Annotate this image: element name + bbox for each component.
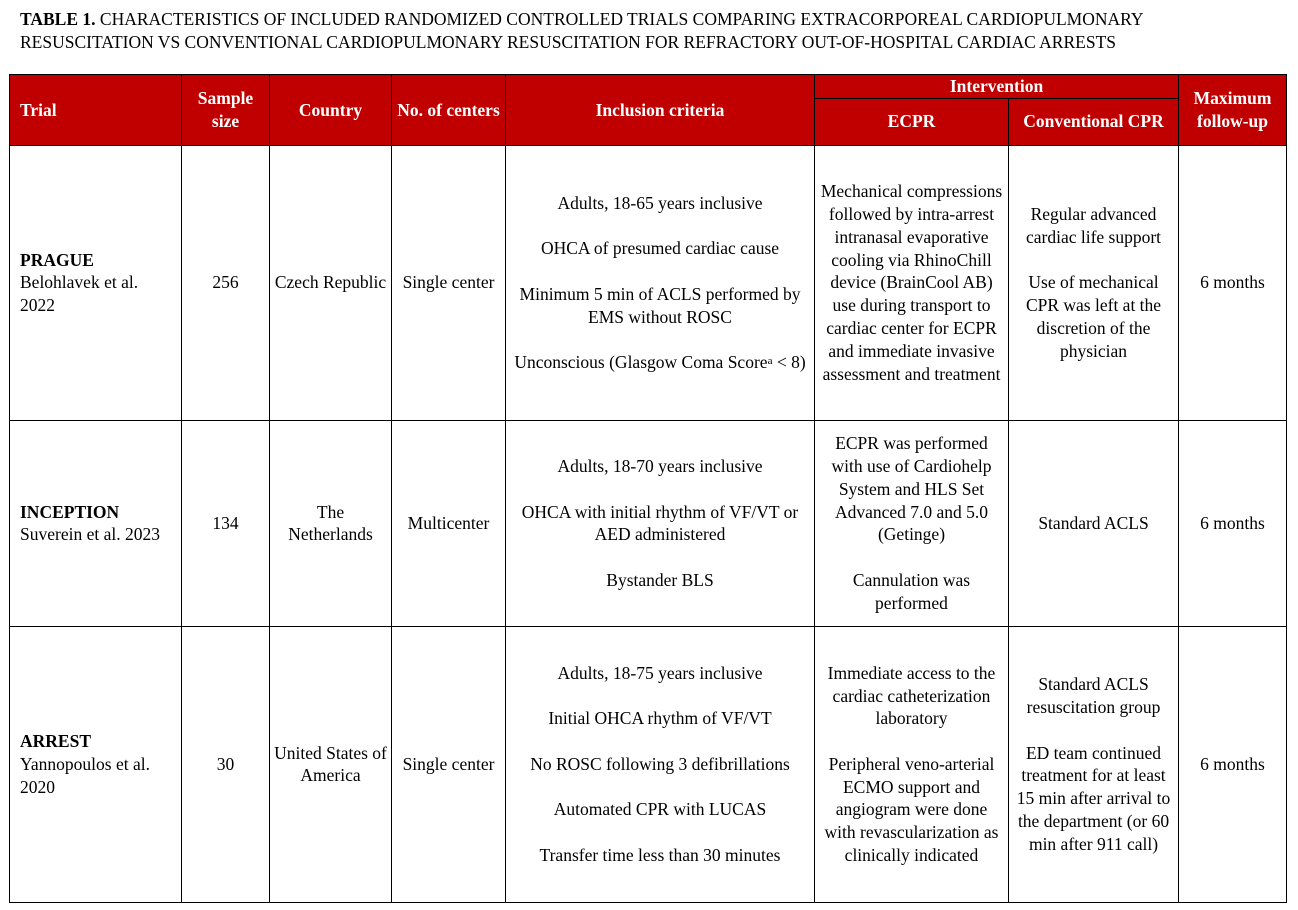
trial-author: Belohlavek et al. 2022 bbox=[20, 272, 139, 316]
conventional-text: ED team continued treatment for at least 15 min after arrival to the department (or 60 min after 911 call) bbox=[1016, 742, 1171, 854]
centers-cell: Single center bbox=[392, 626, 506, 902]
conventional-cell bbox=[1009, 626, 1179, 902]
trial-name: INCEPTION bbox=[20, 501, 120, 522]
table-title: CHARACTERISTICS OF INCLUDED RANDOMIZED CONTROLLED TRIALS COMPARING EXTRACORPOREAL CARDIOPULMONARY RESUSCITATION VS CONVENTIONAL CARDIOPULMONARY RESUSCITATION FOR REFRACTORY OUT-OF-HOSPITAL CARDIAC ARRESTS bbox=[20, 9, 1143, 52]
ecpr-text: Immediate access to the cardiac catheterization laboratory bbox=[827, 662, 996, 729]
criterion: Transfer time less than 30 minutes bbox=[539, 845, 781, 866]
country-cell: The Netherlands bbox=[270, 420, 392, 626]
criterion: OHCA of presumed cardiac cause bbox=[540, 238, 780, 259]
header-ecpr: ECPR bbox=[815, 98, 1009, 145]
conventional-text: Use of mechanical CPR was left at the discretion of the physician bbox=[1025, 272, 1162, 361]
header-followup: Maximum follow-up bbox=[1179, 75, 1287, 146]
header-trial: Trial bbox=[10, 75, 182, 146]
trial-cell bbox=[10, 626, 182, 902]
header-centers: No. of centers bbox=[392, 75, 506, 146]
trial-cell bbox=[10, 145, 182, 420]
header-conventional-cpr: Conventional CPR bbox=[1009, 98, 1179, 145]
criterion: Minimum 5 min of ACLS performed by EMS without ROSC bbox=[519, 283, 801, 327]
conventional-cell bbox=[1009, 145, 1179, 420]
criterion: Automated CPR with LUCAS bbox=[553, 799, 767, 820]
criterion: Bystander BLS bbox=[606, 569, 714, 590]
header-sample-size: Sample size bbox=[182, 75, 270, 146]
country-cell: Czech Republic bbox=[270, 145, 392, 420]
trial-author: Yannopoulos et al. 2020 bbox=[20, 753, 150, 797]
criterion-text: Unconscious (Glasgow Coma Score bbox=[514, 352, 768, 373]
criterion bbox=[510, 351, 810, 374]
trial-author: Suverein et al. 2023 bbox=[20, 524, 160, 545]
criterion-text: < 8) bbox=[772, 352, 806, 373]
criteria-cell bbox=[506, 145, 815, 420]
followup-cell: 6 months bbox=[1179, 420, 1287, 626]
sample-size-cell: 256 bbox=[182, 145, 270, 420]
centers-cell: Multicenter bbox=[392, 420, 506, 626]
ecpr-cell bbox=[815, 420, 1009, 626]
conventional-text: Standard ACLS bbox=[1038, 512, 1149, 533]
ecpr-cell bbox=[815, 626, 1009, 902]
criterion: OHCA with initial rhythm of VF/VT or AED administered bbox=[521, 501, 799, 545]
conventional-text: Regular advanced cardiac life support bbox=[1025, 204, 1162, 247]
header-intervention: Intervention bbox=[815, 75, 1179, 99]
table-row bbox=[10, 145, 1287, 420]
trials-table bbox=[9, 74, 1287, 903]
sample-size-cell: 30 bbox=[182, 626, 270, 902]
ecpr-cell bbox=[815, 145, 1009, 420]
criterion: Initial OHCA rhythm of VF/VT bbox=[548, 708, 772, 729]
trial-name: PRAGUE bbox=[20, 249, 94, 270]
criterion: Adults, 18-75 years inclusive bbox=[557, 662, 763, 683]
trial-name: ARREST bbox=[20, 731, 91, 752]
ecpr-text: Peripheral veno-arterial ECMO support and angiogram were done with revascularization as clinically indicated bbox=[824, 753, 999, 866]
criteria-cell bbox=[506, 626, 815, 902]
country-cell: United States of America bbox=[270, 626, 392, 902]
table-row bbox=[10, 626, 1287, 902]
ecpr-text: ECPR was performed with use of Cardiohelp System and HLS Set Advanced 7.0 and 5.0 (Getinge) bbox=[831, 433, 992, 545]
ecpr-text: Cannulation was performed bbox=[852, 569, 971, 613]
header-country: Country bbox=[270, 75, 392, 146]
criterion: Adults, 18-65 years inclusive bbox=[557, 192, 763, 213]
followup-cell: 6 months bbox=[1179, 626, 1287, 902]
criterion: Adults, 18-70 years inclusive bbox=[557, 455, 763, 476]
followup-cell: 6 months bbox=[1179, 145, 1287, 420]
ecpr-text: Mechanical compressions followed by intra-arrest intranasal evaporative cooling via RhinoChill device (BrainCool AB) use during transport to cardiac center for ECPR and immediate invasive assessment and treatment bbox=[820, 181, 1003, 384]
footnote-marker: a bbox=[767, 355, 773, 368]
sample-size-cell: 134 bbox=[182, 420, 270, 626]
table-caption bbox=[20, 8, 1280, 53]
conventional-cell bbox=[1009, 420, 1179, 626]
conventional-text: Standard ACLS resuscitation group bbox=[1026, 674, 1161, 717]
table-number: TABLE 1. bbox=[20, 9, 96, 29]
criterion: No ROSC following 3 defibrillations bbox=[530, 753, 790, 774]
criteria-cell bbox=[506, 420, 815, 626]
centers-cell: Single center bbox=[392, 145, 506, 420]
table-row bbox=[10, 420, 1287, 626]
trial-cell bbox=[10, 420, 182, 626]
header-inclusion-criteria: Inclusion criteria bbox=[506, 75, 815, 146]
